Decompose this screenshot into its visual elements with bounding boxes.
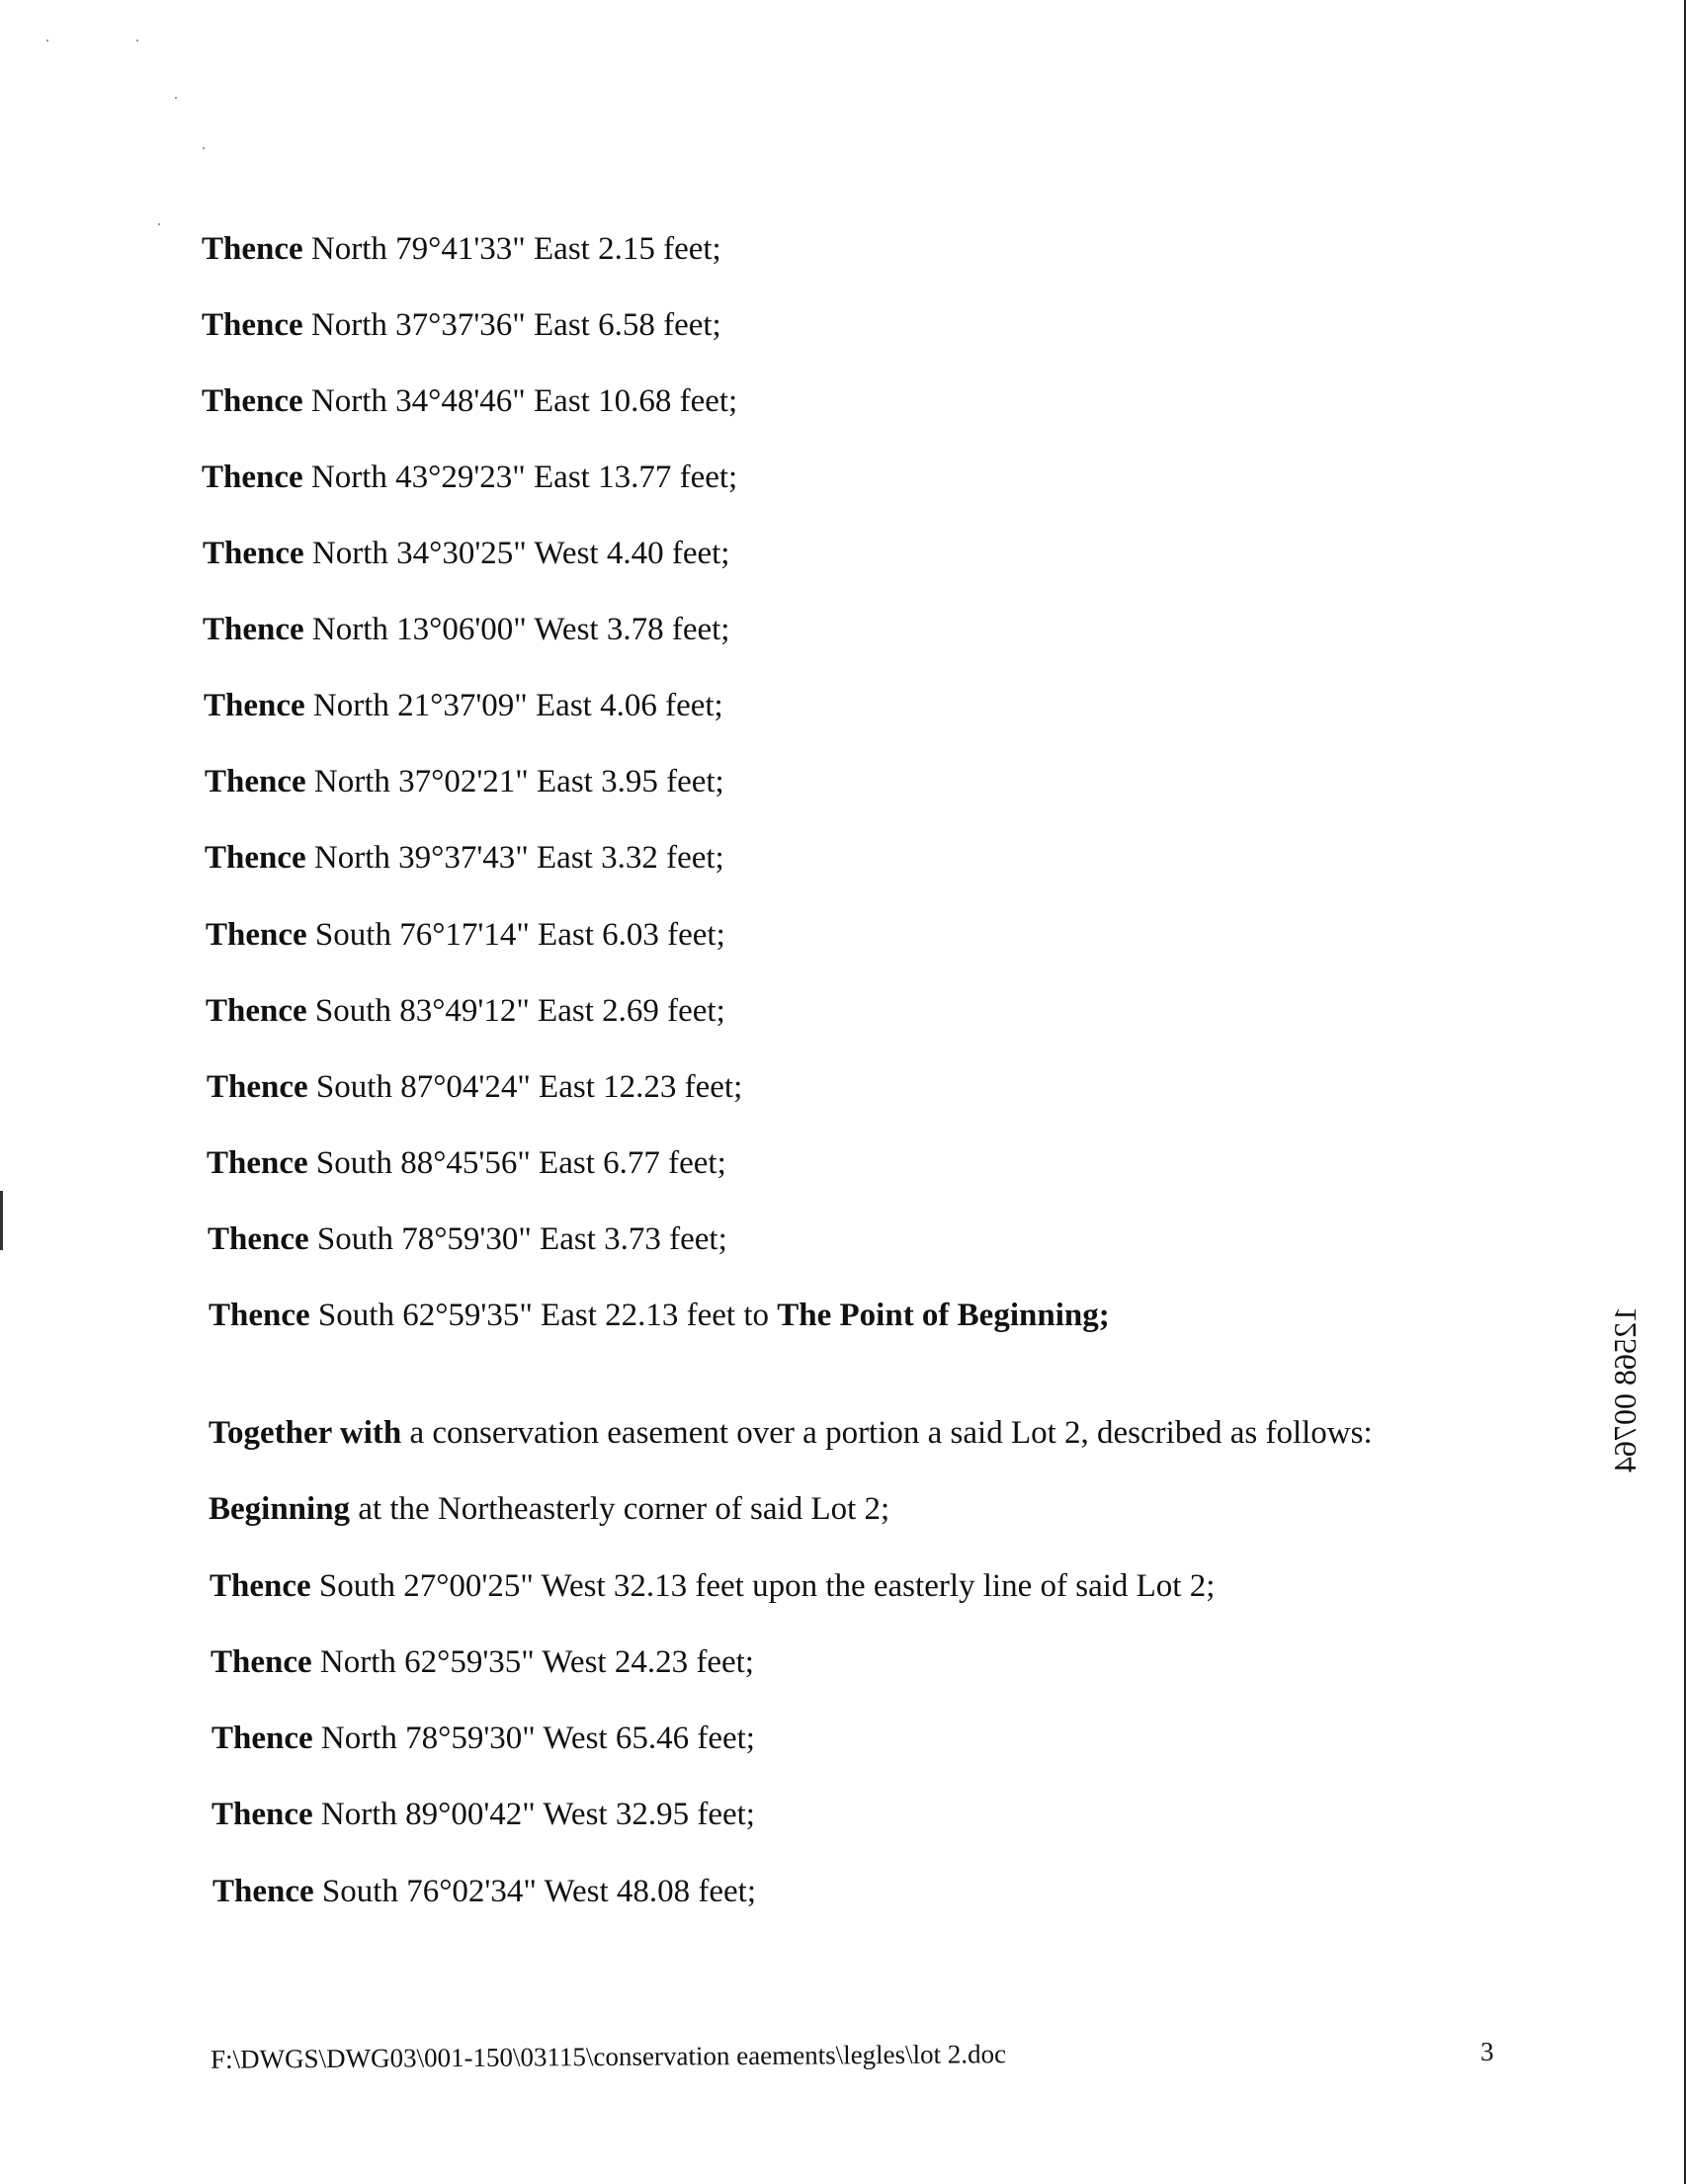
legal-description-line-4 [202, 458, 737, 497]
line-text: a conservation easement over a portion a said Lot 2, described as follows: [401, 1415, 1373, 1451]
line-text: North 37°37'36" East 6.58 feet; [302, 307, 721, 343]
line-lead: Thence [212, 1874, 314, 1909]
legal-description-line-7 [204, 686, 723, 725]
line-text: North 34°30'25" West 4.40 feet; [303, 536, 730, 571]
scan-speck [46, 40, 48, 42]
easement-line-1 [210, 1566, 1215, 1606]
legal-description-line-9 [205, 838, 724, 878]
beginning-clause [209, 1489, 889, 1529]
legal-description-line-6 [203, 610, 729, 649]
line-text: North 89°00'42" West 32.95 feet; [312, 1797, 755, 1832]
line-text: North 78°59'30" West 65.46 feet; [312, 1721, 755, 1756]
easement-line-5 [212, 1872, 756, 1911]
line-lead: Thence [210, 1568, 311, 1604]
line-lead: Beginning [209, 1491, 351, 1527]
line-lead: Thence [207, 1069, 308, 1105]
line-text: South 76°17'14" East 6.03 feet; [306, 917, 725, 953]
line-text: South 88°45'56" East 6.77 feet; [307, 1145, 726, 1181]
easement-line-2 [211, 1642, 754, 1682]
legal-description-line-10 [206, 915, 725, 955]
line-text: North 21°37'09" East 4.06 feet; [304, 688, 723, 723]
line-text: North 13°06'00" West 3.78 feet; [303, 612, 730, 647]
line-lead: Thence [206, 917, 307, 953]
line-text: at the Northeasterly corner of said Lot 2; [350, 1491, 890, 1527]
line-lead: Thence [202, 460, 303, 495]
line-lead: Thence [206, 993, 307, 1029]
together-with-clause [209, 1413, 1373, 1453]
line-lead: Thence [203, 536, 304, 571]
line-text: North 37°02'21" East 3.95 feet; [305, 764, 724, 799]
line-lead: Thence [202, 383, 303, 419]
line-lead: Thence [208, 1221, 309, 1257]
legal-description-line-15 [209, 1296, 1110, 1335]
legal-description-line-1 [202, 229, 721, 269]
line-text: North 62°59'35" West 24.23 feet; [311, 1644, 754, 1680]
legal-description-line-2 [202, 305, 721, 345]
line-lead: Thence [207, 1145, 308, 1181]
legal-description-line-11 [206, 991, 725, 1031]
line-lead: Thence [203, 612, 304, 647]
line-lead: Thence [204, 688, 305, 723]
line-text: North 79°41'33" East 2.15 feet; [302, 231, 721, 267]
line-lead: Thence [211, 1797, 313, 1832]
line-text: South 87°04'24" East 12.23 feet; [307, 1069, 743, 1105]
page-number: 3 [1480, 2037, 1494, 2066]
line-lead: Thence [205, 840, 306, 876]
line-text: South 83°49'12" East 2.69 feet; [306, 993, 725, 1029]
easement-line-3 [211, 1719, 755, 1758]
line-text: South 27°00'25" West 32.13 feet upon the easterly line of said Lot 2; [310, 1568, 1216, 1604]
line-text: North 43°29'23" East 13.77 feet; [302, 460, 738, 495]
legal-description-line-5 [203, 534, 729, 573]
recording-stamp-number [1607, 1306, 1648, 1880]
line-text: South 62°59'35" East 22.13 feet to [309, 1298, 778, 1333]
scan-speck [158, 223, 160, 225]
line-text: North 39°37'43" East 3.32 feet; [305, 840, 724, 876]
legal-description-line-3 [202, 381, 737, 421]
line-lead: Thence [202, 307, 303, 343]
line-lead: Thence [211, 1721, 313, 1756]
scan-speck [136, 40, 138, 42]
line-text: North 34°48'46" East 10.68 feet; [302, 383, 738, 419]
line-lead: Together with [209, 1415, 402, 1451]
line-text: South 78°59'30" East 3.73 feet; [308, 1221, 727, 1257]
scan-speck [175, 97, 177, 99]
line-lead: Thence [205, 764, 306, 799]
line-lead: Thence [209, 1298, 310, 1333]
scan-edge-mark [0, 1191, 3, 1250]
line-text: South 76°02'34" West 48.08 feet; [313, 1874, 756, 1909]
line-lead: Thence [202, 231, 303, 267]
file-path-footer: F:\DWGS\DWG03\001-150\03115\conservation eaements\legles\lot 2.doc [210, 2039, 1007, 2074]
easement-line-4 [211, 1795, 755, 1834]
scan-speck [203, 147, 205, 149]
legal-description-line-8 [205, 762, 724, 801]
legal-description-line-14 [208, 1219, 727, 1259]
legal-description-line-13 [207, 1143, 726, 1183]
recording-stamp-text: 12568 00764 [1607, 1306, 1643, 1472]
legal-description-line-12 [207, 1067, 742, 1107]
line-lead: Thence [211, 1644, 312, 1680]
point-of-beginning: The Point of Beginning; [777, 1298, 1110, 1333]
